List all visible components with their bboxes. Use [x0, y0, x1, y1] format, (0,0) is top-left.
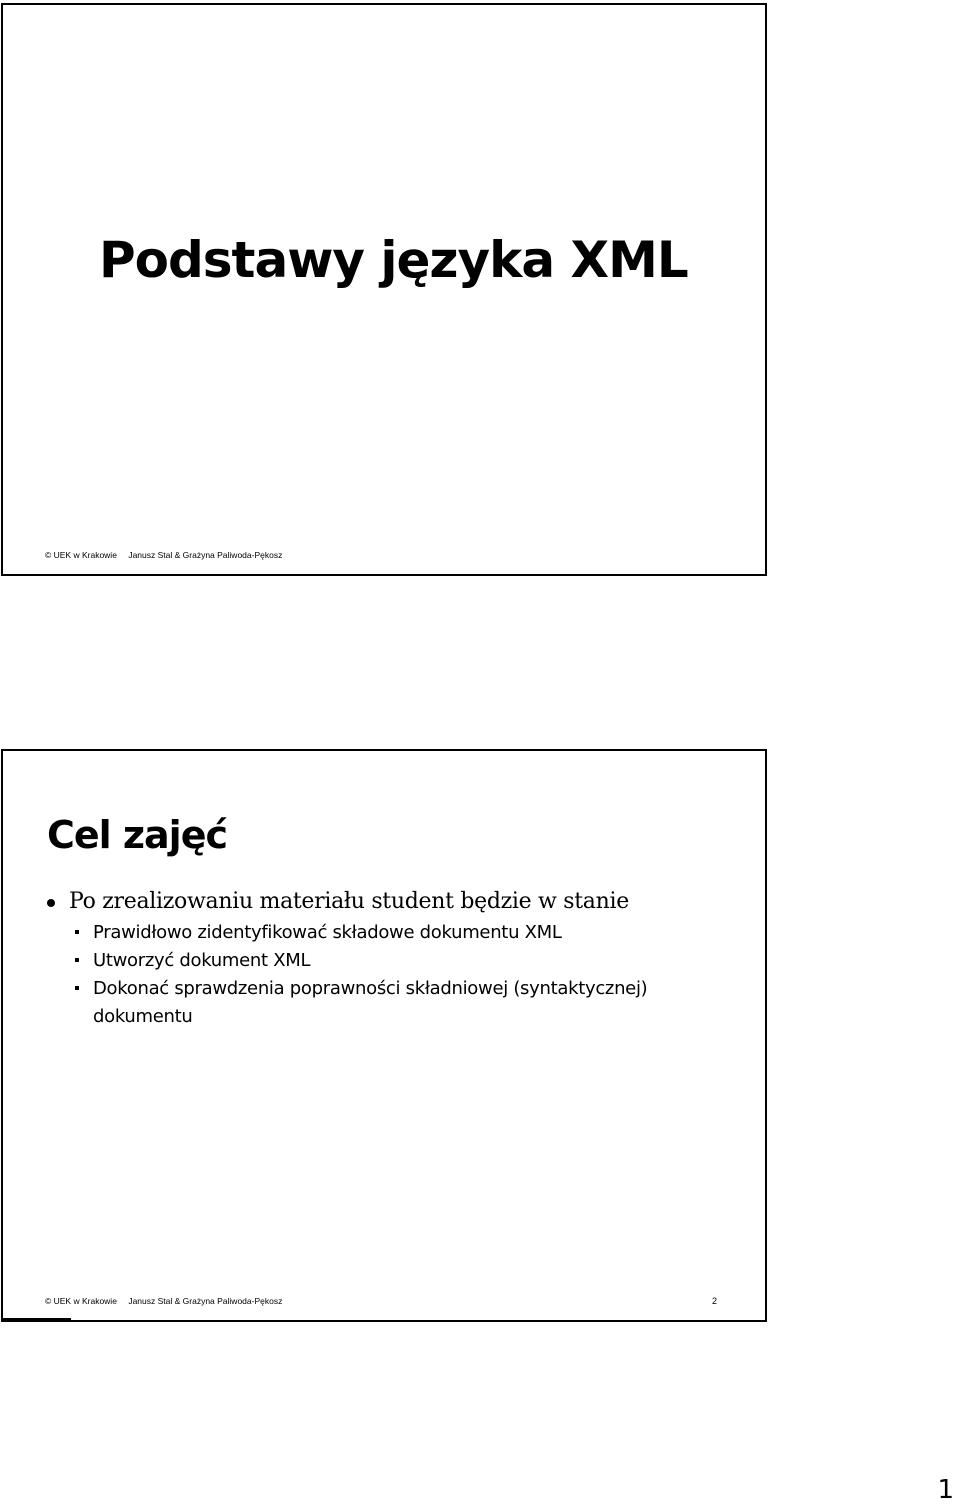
bullet-item — [45, 887, 745, 917]
sub-bullet-text: Utworzyć dokument XML — [93, 950, 311, 971]
slide-2 — [1, 749, 767, 1322]
sub-bullet-list — [71, 919, 745, 1031]
slide-footer — [45, 1296, 282, 1306]
sub-bullet-item — [71, 947, 745, 975]
footer-copyright: © UEK w Krakowie — [45, 1296, 117, 1306]
slide-title: Cel zajęć — [47, 813, 227, 857]
slide-footer — [45, 550, 282, 560]
footer-authors: Janusz Stal & Grażyna Paliwoda-Pękosz — [128, 1296, 283, 1306]
sub-bullet-item — [71, 975, 745, 1031]
footer-copyright: © UEK w Krakowie — [45, 550, 117, 560]
sub-bullet-text: Dokonać sprawdzenia poprawności składniowej (syntaktycznej) dokumentu — [93, 978, 648, 1027]
square-bullet-icon — [75, 986, 79, 990]
sub-bullet-item — [71, 919, 745, 947]
progress-strip — [3, 1318, 71, 1322]
square-bullet-icon — [75, 930, 79, 934]
bullet-text: Po zrealizowaniu materiału student będzie w stanie — [69, 889, 629, 914]
slide-page-number: 2 — [711, 1296, 717, 1306]
slide-1 — [1, 3, 767, 576]
slide-title: Podstawy języka XML — [99, 231, 688, 289]
sub-bullet-text: Prawidłowo zidentyfikować składowe dokumentu XML — [93, 922, 562, 943]
sheet-page-number: 1 — [937, 1475, 954, 1505]
footer-authors: Janusz Stal & Grażyna Paliwoda-Pękosz — [128, 550, 283, 560]
slide-content — [45, 887, 745, 1031]
bullet-dot-icon — [47, 899, 55, 907]
square-bullet-icon — [75, 958, 79, 962]
